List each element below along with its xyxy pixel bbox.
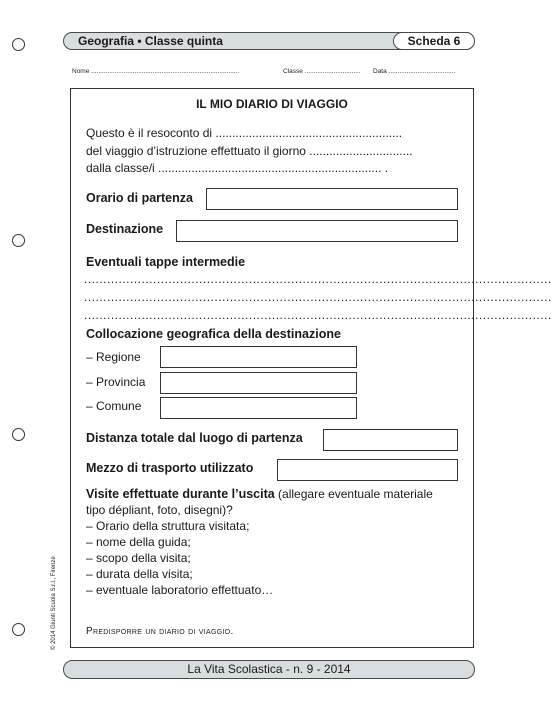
municipality-label: – Comune [86,399,142,413]
binder-hole [12,38,25,51]
copyright-text: © 2014 Giunti Scuola S.r.l., Firenze [51,556,57,650]
stops-label: Eventuali tappe intermedie [86,255,246,269]
destination-label: Destinazione [86,222,164,236]
class-field[interactable]: Classe ............................... [283,68,361,75]
region-label: – Regione [86,350,141,364]
visits-heading-bold: Visite effettuate durante l’uscita [86,487,275,501]
visit-item: – nome della guida; [86,535,191,549]
stops-line-3[interactable]: .......................................................................................................................... [84,308,552,322]
visits-heading-line-2: tipo dépliant, foto, disegni)? [86,503,233,517]
subject-label: Geografia • Classe quinta [78,34,223,48]
intro-line-2: del viaggio d’istruzione effettuato il giorno ............................... [86,144,413,158]
footer-text: La Vita Scolastica - n. 9 - 2014 [187,662,351,676]
transport-label: Mezzo di trasporto utilizzato [86,461,254,475]
province-label: – Provincia [86,375,146,389]
destination-input[interactable] [176,220,458,242]
binder-hole [12,234,25,247]
region-input[interactable] [160,346,357,368]
visit-item: – Orario della struttura visitata; [86,519,250,533]
instruction-note: Predisporre un diario di viaggio. [86,626,234,637]
visits-heading [86,487,433,501]
worksheet-title: IL MIO DIARIO DI VIAGGIO [196,97,348,111]
binder-hole [12,623,25,636]
binder-hole [12,428,25,441]
location-label: Collocazione geografica della destinazione [86,327,341,341]
distance-label: Distanza totale dal luogo di partenza [86,431,303,445]
stops-line-2[interactable]: .......................................................................................................................... [84,290,552,304]
stops-line-1[interactable]: .......................................................................................................................... [84,272,552,286]
visit-item: – eventuale laboratorio effettuato… [86,583,274,597]
municipality-input[interactable] [160,397,357,419]
visit-item: – scopo della visita; [86,551,191,565]
province-input[interactable] [160,372,357,394]
departure-label: Orario di partenza [86,191,193,205]
departure-input[interactable] [206,188,458,210]
date-field[interactable]: Data ..................................... [373,68,456,75]
sheet-number: Scheda 6 [393,32,475,50]
intro-line-3: dalla classe/i ................................................................... . [86,161,389,175]
transport-input[interactable] [277,459,458,481]
visit-item: – durata della visita; [86,567,193,581]
distance-input[interactable] [323,429,458,451]
name-field[interactable]: Nome .................................................................................. [72,68,240,75]
intro-line-1: Questo è il resoconto di ........................................................ [86,126,403,140]
header-bar [63,32,475,50]
visits-heading-rest: (allegare eventuale materiale [274,487,433,501]
footer-bar [63,660,475,679]
